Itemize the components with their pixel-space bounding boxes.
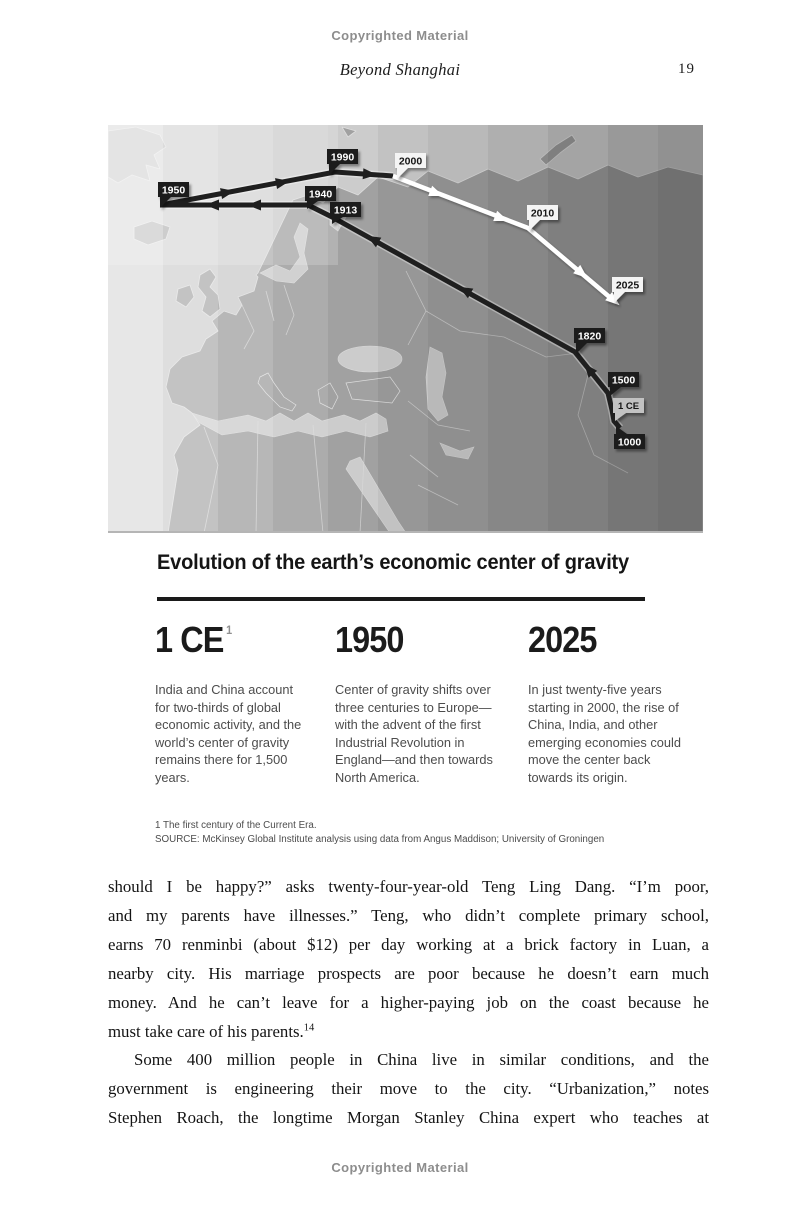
figure-column-body-1ce: India and China account for two-thirds of global economic activity, and the world’s center of gravity remains there for 1,500 years. xyxy=(155,682,302,785)
page-number: 19 xyxy=(678,61,695,77)
figure-title: Evolution of the earth’s economic center of gravity xyxy=(157,550,629,574)
body-line-last-text: must take care of his parents. xyxy=(108,1021,304,1041)
economic-center-of-gravity-map xyxy=(108,125,703,533)
figure-title-rule xyxy=(157,597,645,601)
svg-text:1820: 1820 xyxy=(577,330,602,343)
svg-text:2000: 2000 xyxy=(398,155,423,168)
body-line: should I be happy?” asks twenty-four-year-old Teng Ling Dang. “I’m poor, xyxy=(108,877,709,896)
svg-text:2025: 2025 xyxy=(615,279,640,292)
svg-text:1990: 1990 xyxy=(330,151,355,164)
figure-footnote xyxy=(155,819,604,846)
body-text xyxy=(108,873,709,1133)
map-shading-bands xyxy=(108,125,703,533)
body-line: earns 70 renminbi (about $12) per day working at a brick factory in Luan, a xyxy=(108,934,709,954)
body-line: money. And he can’t leave for a higher-paying job on the coast because he xyxy=(108,992,709,1012)
svg-text:1913: 1913 xyxy=(333,204,358,217)
body-line: nearby city. His marriage prospects are poor because he doesn’t earn much xyxy=(108,963,709,983)
figure-column-heading-1950: 1950 xyxy=(335,619,404,660)
body-line-last xyxy=(108,1018,709,1047)
figure-column-body-2025: In just twenty-five years starting in 2000, the rise of China, India, and other emerging economies could move the center back towards its origin. xyxy=(528,682,681,785)
running-header: Beyond Shanghai xyxy=(339,60,461,79)
footnote-reference-14: 14 xyxy=(303,1021,315,1033)
body-line: Some 400 million people in China live in similar conditions, and the xyxy=(134,1050,709,1070)
svg-text:1 CE: 1 CE xyxy=(617,401,640,412)
copyright-notice-top: Copyrighted Material xyxy=(331,28,469,43)
body-line: Stephen Roach, the longtime Morgan Stanley China expert who teaches at xyxy=(108,1108,709,1128)
svg-text:2010: 2010 xyxy=(530,207,555,220)
body-line: and my parents have illnesses.” Teng, who didn’t complete primary school, xyxy=(108,905,709,925)
figure-source-line: SOURCE: McKinsey Global Institute analysis using data from Angus Maddison; University of Groningen xyxy=(155,833,605,845)
svg-text:1940: 1940 xyxy=(308,188,333,201)
figure-footnote-line: 1 The first century of the Current Era. xyxy=(155,820,317,831)
svg-text:1950: 1950 xyxy=(161,184,186,197)
heading-1ce-text: 1 CE xyxy=(155,619,224,660)
copyright-notice-bottom: Copyrighted Material xyxy=(331,1160,469,1175)
body-line: government is engineering their move to the city. “Urbanization,” notes xyxy=(108,1079,709,1099)
svg-text:1500: 1500 xyxy=(611,374,636,387)
figure-column-body-1950: Center of gravity shifts over three centuries to Europe—with the advent of the first Industrial Revolution in England—and then towards North America. xyxy=(335,682,493,785)
figure-column-heading-1ce xyxy=(155,619,232,661)
figure-column-heading-2025: 2025 xyxy=(528,619,597,660)
heading-1ce-footnote-marker: 1 xyxy=(226,623,233,637)
svg-text:1000: 1000 xyxy=(617,436,642,449)
